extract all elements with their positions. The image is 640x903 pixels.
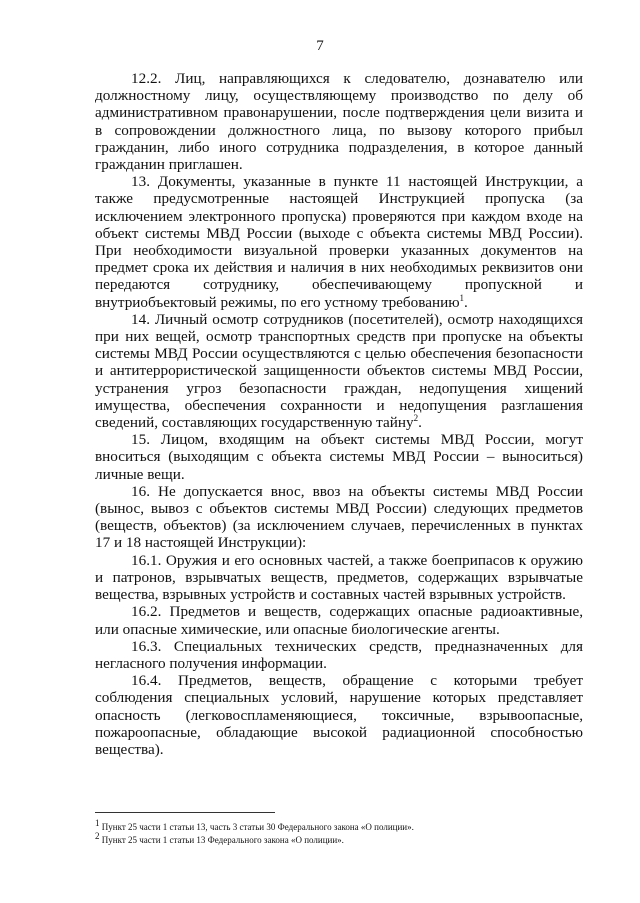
footnote-ref-1: 1 xyxy=(459,292,465,303)
footnotes xyxy=(95,812,583,847)
paragraph-16-1: 16.1. Оружия и его основных частей, а также боеприпасов к оружию и патронов, взрывчатых веществ, предметов, содержащих взрывчатые вещества, взрывных устройств и составных частей взрывных устройств. xyxy=(95,551,583,604)
paragraph-14: 14. Личный осмотр сотрудников (посетителей), осмотр находящихся при них вещей, осмотр транспортных средств при пропуске на объекты системы МВД России осуществляются с целью обеспечения безопасности и антитеррористической защищенности объектов системы МВД России, устранения угроз безопасности граждан, недопущения хищений имущества, обеспечения сохранности и недопущения разглашения сведений, составляющих государственную тайну$^2$. xyxy=(95,310,583,432)
paragraph-15: 15. Лицом, входящим на объект системы МВД России, могут вноситься (выходящим с объекта системы МВД России – выноситься) личные вещи. xyxy=(95,431,583,483)
paragraph-16: 16. Не допускается внос, ввоз на объекты системы МВД России (вынос, вывоз с объектов системы МВД России) следующих предметов (веществ, объектов) (за исключением случаев, перечисленных в пунктах 17 и 18 настоящей Инструкции): xyxy=(95,482,583,552)
paragraph-16-3: 16.3. Специальных технических средств, предназначенных для негласного получения информации. xyxy=(95,637,583,672)
paragraph-16-2: 16.2. Предметов и веществ, содержащих опасные радиоактивные, или опасные химические, или опасные биологические агенты. xyxy=(95,603,583,638)
paragraph-12-2: 12.2. Лиц, направляющихся к следователю, дознавателю или должностному лицу, осуществляющему производство по делу об административном правонарушении, после подтверждения цели визита и в сопровождении должностного лица, по вызову которого прибыл гражданин, либо иного сотрудника подразделения, в которое данный гражданин приглашен. xyxy=(95,70,583,174)
footnote-ref-2: 2 xyxy=(413,413,419,423)
document-body xyxy=(95,70,583,758)
footnote-divider xyxy=(95,812,275,813)
footnote-2: $^2$ Пункт 25 части 1 статьи 13 Федерального закона «О полиции». xyxy=(95,831,344,845)
paragraph-16-4: 16.4. Предметов, веществ, обращение с которыми требует соблюдения специальных условий, нарушение которых представляет опасность (легковоспламеняющиеся, токсичные, взрывоопасные, пожароопасные, обладающие высокой радиационной способностью вещества). xyxy=(95,672,583,758)
paragraph-13: 13. Документы, указанные в пункте 11 настоящей Инструкции, а также предусмотренные настоящей Инструкцией пропуска (за исключением электронного пропуска) проверяются при каждом входе на объект системы МВД России (выходе с объекта системы МВД России). При необходимости визуальной проверки указанных документов на предмет срока их действия и наличия в них необходимых реквизитов они передаются сотруднику, обеспечивающему пропускной и внутриобъектовый режимы, по его устному требованию$^1$. xyxy=(95,173,583,311)
footnote-1: $^1$ Пункт 25 части 1 статьи 13, часть 3 статьи 30 Федерального закона «О полиции». xyxy=(95,818,414,832)
page-number: 7 xyxy=(316,38,324,54)
